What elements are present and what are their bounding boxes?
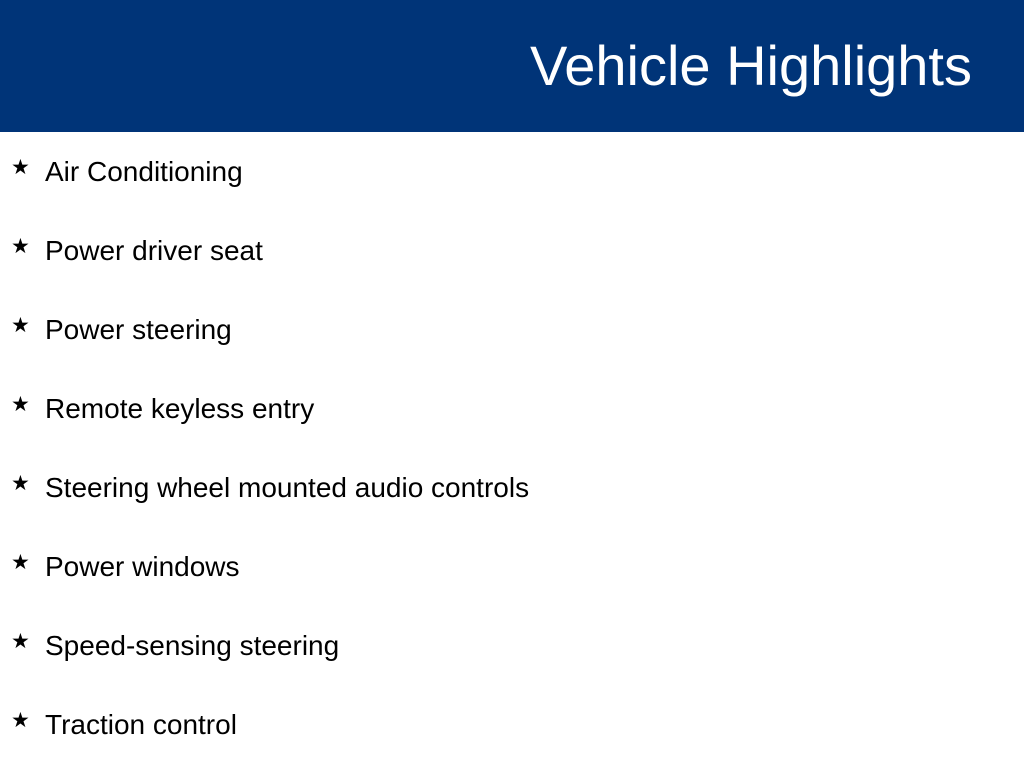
feature-label: Steering wheel mounted audio controls [45, 472, 530, 503]
feature-label: Speed-sensing steering [45, 630, 340, 661]
feature-label: Power windows [45, 551, 240, 582]
feature-label: Power driver seat [45, 235, 263, 266]
feature-label: Remote keyless entry [45, 393, 315, 424]
star-icon: ★ [11, 393, 30, 416]
feature-label: Power steering [45, 314, 232, 345]
feature-label: Traction control [45, 709, 237, 740]
feature-label: Air Conditioning [45, 156, 243, 187]
star-icon: ★ [11, 235, 30, 258]
star-icon: ★ [11, 314, 30, 337]
star-icon: ★ [11, 630, 30, 653]
star-icon: ★ [11, 156, 30, 179]
star-icon: ★ [11, 551, 30, 574]
page-title: Vehicle Highlights [529, 34, 972, 97]
star-icon: ★ [11, 472, 30, 495]
star-icon: ★ [11, 709, 30, 732]
header-bar [0, 0, 1024, 132]
